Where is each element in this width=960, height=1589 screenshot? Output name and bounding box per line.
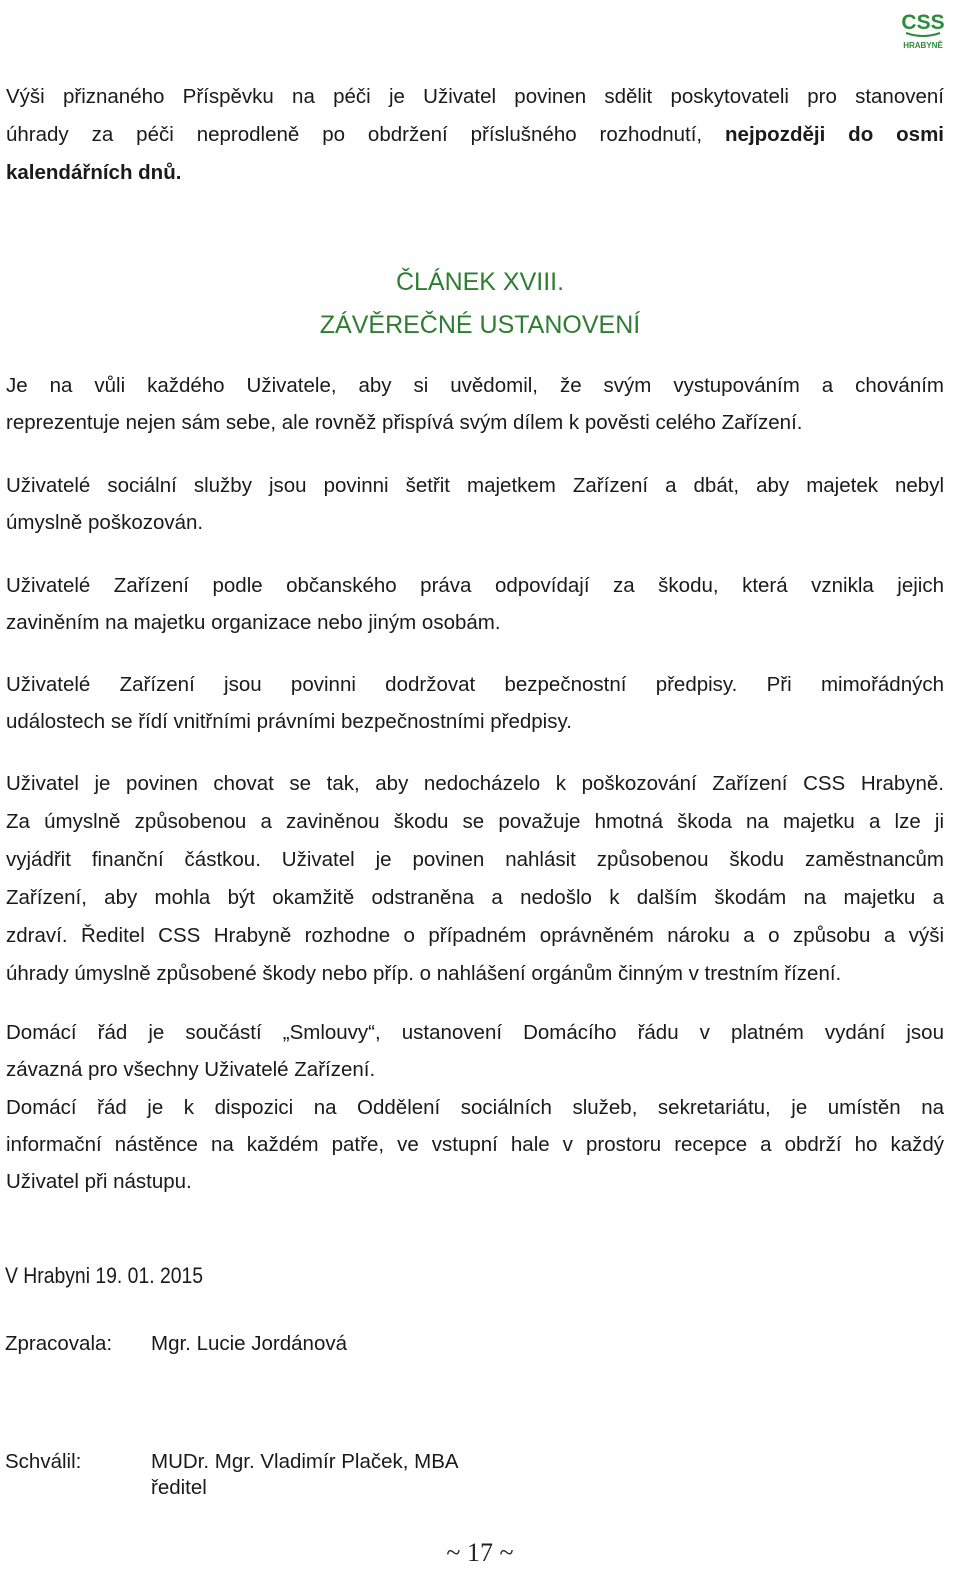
text-line: událostech se řídí vnitřními právními bezpečnostními předpisy. (6, 710, 572, 733)
text-line: Domácí řád je k dispozici na Oddělení sociálních služeb, sekretariátu, je umístěn na (6, 1096, 944, 1119)
text-line: Uživatelé Zařízení jsou povinni dodržovat bezpečnostní předpisy. Při mimořádných (6, 673, 944, 696)
article-title: ZÁVĚREČNÉ USTANOVENÍ (319, 311, 641, 339)
text-line: Uživatelé sociální služby jsou povinni šetřit majetkem Zařízení a dbát, aby majetek nebyl (6, 474, 944, 497)
paragraph-reputation (6, 367, 944, 441)
text-bold: nejpozději do osmi (725, 123, 944, 146)
text-line: Za úmyslně způsobenou a zaviněnou škodu se považuje hmotná škoda na majetku a lze ji (6, 810, 944, 833)
text-line: vyjádřit finanční částkou. Uživatel je povinen nahlásit způsobenou škodu zaměstnancům (6, 848, 944, 871)
approved-by-label: Schválil: (5, 1450, 82, 1473)
text-bold: kalendářních dnů. (6, 161, 182, 184)
text-line: Je na vůli každého Uživatele, aby si uvědomil, že svým vystupováním a chováním (6, 374, 944, 397)
paragraph-property (6, 467, 944, 541)
text-line: úmyslně poškozován. (6, 511, 204, 534)
text-line: zaviněním na majetku organizace nebo jiným osobám. (6, 611, 501, 634)
text-regular: úhrady za péči neprodleně po obdržení příslušného rozhodnutí, (6, 123, 726, 146)
logo-top-text: CSS (901, 11, 945, 34)
logo-bottom-text: HRABYNĚ (903, 41, 943, 50)
text-line: Domácí řád je součástí „Smlouvy“, ustanovení Domácího řádu v platném vydání jsou (6, 1021, 944, 1044)
document-date: V Hrabyni 19. 01. 2015 (5, 1263, 204, 1288)
text-line: Zařízení, aby mohla být okamžitě odstraněna a nedošlo k dalším škodám na majetku a (6, 886, 944, 909)
paragraph-safety (6, 666, 944, 740)
text-line (6, 116, 944, 154)
text-line: Výši přiznaného Příspěvku na péči je Uživatel povinen sdělit poskytovateli pro stanovení (6, 85, 944, 108)
text-line: závazná pro všechny Uživatelé Zařízení. (6, 1058, 376, 1081)
paragraph-damage (6, 765, 944, 993)
text-line: Uživatelé Zařízení podle občanského práva odpovídají za škodu, která vznikla jejich (6, 574, 944, 597)
text-line: informační nástěnce na každém patře, ve vstupní hale v prostoru recepce a obdrží ho každý (6, 1133, 944, 1156)
article-number: ČLÁNEK XVIII. (395, 268, 565, 296)
prepared-by-label: Zpracovala: (5, 1332, 113, 1355)
approved-by-name: MUDr. Mgr. Vladimír Plaček, MBA (151, 1450, 459, 1473)
prepared-by-name: Mgr. Lucie Jordánová (151, 1332, 348, 1355)
text-line: zdraví. Ředitel CSS Hrabyně rozhodne o případném oprávněném nároku a o způsobu a výši (6, 924, 944, 947)
paragraph-availability (6, 1089, 944, 1200)
page-number: ~ 17 ~ (446, 1538, 514, 1567)
text-line: úhrady úmyslně způsobené škody nebo příp. o nahlášení orgánům činným v trestním řízení. (6, 962, 842, 985)
paragraph-house-rules (6, 1014, 944, 1088)
css-hrabyne-logo (900, 5, 946, 51)
text-line: Uživatel je povinen chovat se tak, aby nedocházelo k poškozování Zařízení CSS Hrabyně. (6, 772, 944, 795)
paragraph-care-allowance (6, 78, 944, 192)
approved-by-role: ředitel (151, 1476, 207, 1499)
text-line: Uživatel při nástupu. (6, 1170, 192, 1193)
text-line: reprezentuje nejen sám sebe, ale rovněž přispívá svým dílem k pověsti celého Zařízení. (6, 411, 803, 434)
paragraph-liability (6, 567, 944, 641)
text-line (6, 154, 944, 192)
